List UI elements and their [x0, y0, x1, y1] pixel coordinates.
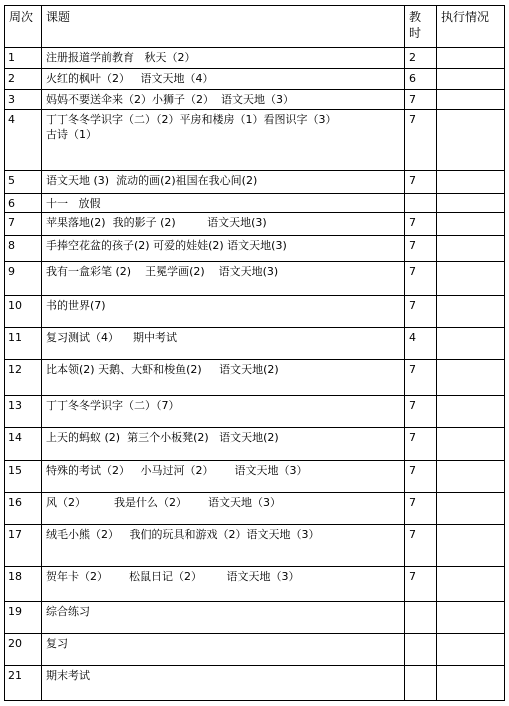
topic-cell: [42, 525, 405, 567]
execution-cell: [437, 89, 505, 110]
topic-cell: [42, 327, 405, 359]
execution-cell: [437, 296, 505, 327]
table-row: [5, 235, 505, 261]
execution-cell: [437, 47, 505, 68]
execution-cell: [437, 601, 505, 633]
topic-cell: [42, 296, 405, 327]
topic-line: 注册报道学前教育 秋天（2）: [46, 50, 196, 64]
topic-line: 复习: [46, 636, 68, 650]
week-cell: 17: [5, 525, 42, 567]
hours-cell: 4: [405, 327, 437, 359]
topic-cell: [42, 666, 405, 701]
hours-cell: 7: [405, 235, 437, 261]
week-cell: 13: [5, 395, 42, 427]
execution-cell: [437, 194, 505, 213]
table-row: [5, 525, 505, 567]
topic-cell: [42, 360, 405, 396]
topic-cell: [42, 633, 405, 665]
week-cell: 18: [5, 567, 42, 601]
topic-cell: [42, 194, 405, 213]
topic-line: 比本领(2) 天鹅、大虾和梭鱼(2) 语文天地(2): [46, 363, 279, 377]
topic-cell: [42, 68, 405, 89]
topic-cell: [42, 460, 405, 492]
execution-cell: [437, 212, 505, 235]
hours-cell: 7: [405, 492, 437, 524]
hours-cell: [405, 601, 437, 633]
execution-cell: [437, 110, 505, 171]
topic-cell: [42, 235, 405, 261]
hours-cell: 7: [405, 460, 437, 492]
table-row: [5, 89, 505, 110]
week-cell: 9: [5, 261, 42, 295]
hours-cell: 7: [405, 296, 437, 327]
hours-cell: 7: [405, 171, 437, 194]
table-row: [5, 68, 505, 89]
execution-cell: [437, 428, 505, 460]
topic-line: 综合练习: [46, 604, 90, 618]
topic-line: 上天的蚂蚁 (2) 第三个小板凳(2) 语文天地(2): [46, 431, 279, 445]
week-cell: 10: [5, 296, 42, 327]
topic-line: 妈妈不要送伞来（2）小狮子（2） 语文天地（3）: [46, 92, 294, 106]
table-row: [5, 633, 505, 665]
execution-cell: [437, 171, 505, 194]
table-row: [5, 460, 505, 492]
topic-line: 手捧空花盆的孩子(2) 可爱的娃娃(2) 语文天地(3): [46, 238, 287, 252]
week-cell: 12: [5, 360, 42, 396]
topic-line: 复习测试（4） 期中考试: [46, 330, 177, 344]
table-row: [5, 492, 505, 524]
topic-cell: [42, 395, 405, 427]
week-cell: 15: [5, 460, 42, 492]
hours-cell: 7: [405, 525, 437, 567]
topic-line: 十一 放假: [46, 197, 101, 211]
topic-line: 书的世界(7): [46, 299, 106, 313]
table-row: [5, 212, 505, 235]
schedule-table-container: [4, 5, 504, 701]
week-cell: 11: [5, 327, 42, 359]
week-cell: 20: [5, 633, 42, 665]
week-cell: 16: [5, 492, 42, 524]
topic-line: 丁丁冬冬学识字（二）（7）: [46, 398, 180, 412]
execution-cell: [437, 460, 505, 492]
week-cell: 19: [5, 601, 42, 633]
week-cell: 3: [5, 89, 42, 110]
week-cell: 21: [5, 666, 42, 701]
topic-line: 风（2） 我是什么（2） 语文天地（3）: [46, 495, 281, 509]
table-row: [5, 47, 505, 68]
table-row: [5, 395, 505, 427]
topic-cell: [42, 261, 405, 295]
hours-cell: 7: [405, 395, 437, 427]
topic-cell: [42, 47, 405, 68]
table-row: [5, 261, 505, 295]
header-hours: 教时: [405, 6, 437, 48]
table-row: [5, 110, 505, 171]
week-cell: 1: [5, 47, 42, 68]
execution-cell: [437, 567, 505, 601]
header-topic: 课题: [42, 6, 405, 48]
execution-cell: [437, 666, 505, 701]
topic-line: 贺年卡（2） 松鼠日记（2） 语文天地（3）: [46, 570, 300, 584]
execution-cell: [437, 360, 505, 396]
topic-cell: [42, 212, 405, 235]
execution-cell: [437, 327, 505, 359]
topic-line: 古诗（1）: [46, 128, 97, 142]
hours-cell: 7: [405, 212, 437, 235]
hours-cell: 7: [405, 567, 437, 601]
topic-line: 期末考试: [46, 669, 90, 683]
topic-cell: [42, 601, 405, 633]
hours-cell: 7: [405, 110, 437, 171]
header-row: [5, 6, 505, 48]
execution-cell: [437, 395, 505, 427]
header-execution: 执行情况: [437, 6, 505, 48]
table-row: [5, 296, 505, 327]
hours-cell: 6: [405, 68, 437, 89]
table-row: [5, 567, 505, 601]
topic-cell: [42, 492, 405, 524]
schedule-table: [4, 5, 505, 701]
topic-line: 火红的枫叶（2） 语文天地（4）: [46, 71, 214, 85]
table-row: [5, 194, 505, 213]
week-cell: 14: [5, 428, 42, 460]
hours-cell: 7: [405, 360, 437, 396]
week-cell: 2: [5, 68, 42, 89]
topic-cell: [42, 428, 405, 460]
week-cell: 5: [5, 171, 42, 194]
week-cell: 7: [5, 212, 42, 235]
execution-cell: [437, 261, 505, 295]
topic-line: 丁丁冬冬学识字（二）（2）平房和楼房（1）看图识字（3）: [46, 113, 337, 127]
topic-line: 绒毛小熊（2） 我们的玩具和游戏（2）语文天地（3）: [46, 528, 320, 542]
week-cell: 4: [5, 110, 42, 171]
topic-cell: [42, 171, 405, 194]
execution-cell: [437, 633, 505, 665]
topic-line: 我有一盒彩笔 (2) 王冕学画(2) 语文天地(3): [46, 264, 279, 278]
hours-cell: [405, 633, 437, 665]
topic-line: 苹果落地(2) 我的影子 (2) 语文天地(3): [46, 215, 267, 229]
hours-cell: 7: [405, 428, 437, 460]
execution-cell: [437, 525, 505, 567]
week-cell: 6: [5, 194, 42, 213]
topic-cell: [42, 110, 405, 171]
week-cell: 8: [5, 235, 42, 261]
execution-cell: [437, 235, 505, 261]
topic-cell: [42, 567, 405, 601]
header-week: 周次: [5, 6, 42, 48]
topic-line: 特殊的考试（2） 小马过河（2） 语文天地（3）: [46, 463, 308, 477]
hours-cell: 2: [405, 47, 437, 68]
hours-cell: [405, 194, 437, 213]
table-row: [5, 327, 505, 359]
table-row: [5, 428, 505, 460]
hours-cell: 7: [405, 89, 437, 110]
topic-cell: [42, 89, 405, 110]
hours-cell: [405, 666, 437, 701]
topic-line: 语文天地 (3) 流动的画(2)祖国在我心间(2): [46, 174, 258, 188]
table-row: [5, 360, 505, 396]
table-row: [5, 171, 505, 194]
table-row: [5, 601, 505, 633]
hours-cell: 7: [405, 261, 437, 295]
table-row: [5, 666, 505, 701]
execution-cell: [437, 492, 505, 524]
execution-cell: [437, 68, 505, 89]
